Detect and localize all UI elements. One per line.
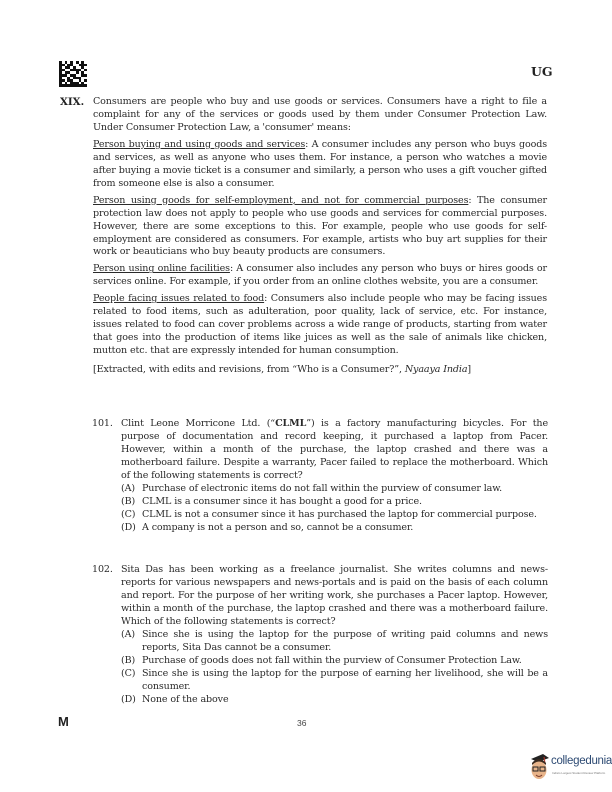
passage-intro: Consumers are people who buy and use goods or services. Consumers have a right to file a complaint for any of the services or goods used by them under Consumer Protection Law. Under Consumer Protection Law, a 'consumer' means: — [93, 96, 547, 133]
option-c[interactable] — [121, 509, 548, 522]
source-title: Nyaaya India — [404, 364, 468, 376]
point-text: : The consumer protection law does not apply to people who use goods and services for commercial purposes. However, there are some exceptions to this. For example, people who use goods for self-employment are considered as consumers. For example, artists who buy art supplies for their work or beauticians who buy beauty products are consumers. — [93, 194, 547, 258]
company-abbreviation: CLML — [275, 418, 307, 429]
question-number: 101. — [92, 418, 113, 429]
point-heading: Person using online facilities — [93, 263, 230, 275]
option-text: Purchase of electronic items do not fall within the purview of consumer law. — [142, 482, 503, 494]
question-101 — [92, 418, 548, 535]
option-text: Since she is using the laptop for the purpose of earning her livelihood, she will be a consumer. — [142, 667, 548, 692]
source-suffix: ] — [467, 364, 472, 376]
question-body — [121, 564, 548, 706]
point-text: : Consumers also include people who may be facing issues related to food items, such as adulteration, poor quality, lack of service, etc. For instance, issues related to food can cover problems across a wide range of products, starting from water that goes into the production of items like juices as well as the sale of animals like chicken, mutton etc. that are expressly intended for human consumption. — [93, 293, 547, 357]
student-mascot-icon — [530, 752, 550, 782]
option-label: (A) — [121, 482, 135, 494]
option-text: A company is not a person and so, cannot be a consumer. — [142, 521, 414, 533]
passage-point — [93, 139, 547, 191]
brand-tagline: India's Largest Student Review Platform — [552, 771, 606, 775]
question-text-part: Clint Leone Morricone Ltd. (“ — [121, 418, 276, 429]
question-102 — [92, 564, 548, 706]
option-text: CLML is not a consumer since it has purchased the laptop for commercial purpose. — [142, 508, 537, 520]
option-label: (D) — [121, 521, 136, 533]
point-heading: People facing issues related to food — [93, 293, 265, 305]
option-c[interactable] — [121, 668, 548, 694]
question-body — [121, 418, 548, 535]
source-prefix: [Extracted, with edits and revisions, from “Who is a Consumer?”, — [93, 364, 405, 376]
set-code: M — [58, 714, 69, 729]
option-b[interactable] — [121, 655, 548, 668]
passage-point — [93, 195, 547, 260]
point-text: : A consumer includes any person who buys goods and services, as well as anyone who uses them. For instance, a person who watches a movie after buying a movie ticket is a consumer and similarly, a person who uses a gift voucher gifted from someone else is also a consumer. — [93, 138, 547, 189]
options-list — [121, 629, 548, 707]
collegedunia-watermark[interactable] — [528, 748, 612, 788]
passage-source — [93, 364, 547, 377]
point-text: : A consumer also includes any person who buys or hires goods or services online. For example, if you order from an online clothes website, you are a consumer. — [93, 263, 548, 288]
option-label: (D) — [121, 693, 136, 705]
datamatrix-barcode-icon — [59, 61, 87, 87]
option-text: CLML is a consumer since it has bought a good for a price. — [142, 495, 422, 507]
passage-point — [93, 263, 547, 289]
option-label: (A) — [121, 628, 135, 640]
passage-point — [93, 293, 547, 358]
option-label: (C) — [121, 508, 136, 520]
page-number: 36 — [297, 718, 307, 728]
question-number: 102. — [92, 564, 113, 575]
option-text: None of the above — [142, 693, 229, 705]
option-text: Since she is using the laptop for the purpose of writing paid columns and news reports, Sita Das cannot be a consumer. — [142, 628, 548, 653]
option-d[interactable] — [121, 522, 548, 535]
option-label: (B) — [121, 654, 136, 666]
section-label: XIX. — [60, 96, 85, 108]
option-a[interactable] — [121, 629, 548, 655]
brand-name: collegedunia — [551, 755, 612, 767]
options-list — [121, 483, 548, 535]
option-d[interactable] — [121, 694, 548, 707]
option-label: (B) — [121, 495, 136, 507]
option-a[interactable] — [121, 483, 548, 496]
question-text-part: ”) is a factory manufacturing bicycles. For the purpose of documentation and record keeping, it purchased a laptop from Pacer. However, within a month of the purchase, the laptop crashed and there was a motherboard failure. Despite a warranty, Pacer failed to replace the motherboard. Which of the following statements is correct? — [121, 418, 548, 481]
point-heading: Person using goods for self-employment, and not for commercial purposes — [93, 194, 469, 206]
option-label: (C) — [121, 667, 136, 679]
question-text: Sita Das has been working as a freelance journalist. She writes columns and news-reports for various newspapers and news-portals and is paid on the basis of each column and report. For the purpose of her writing work, she purchases a Pacer laptop. However, within a month of the purchase, the laptop crashed and there was a motherboard failure. Which of the following statements is correct? — [121, 564, 548, 627]
paper-code-label: UG — [531, 64, 553, 79]
passage — [93, 96, 547, 381]
option-text: Purchase of goods does not fall within the purview of Consumer Protection Law. — [142, 654, 522, 666]
question-text — [121, 418, 548, 483]
option-b[interactable] — [121, 496, 548, 509]
point-heading: Person buying and using goods and services — [93, 138, 306, 150]
